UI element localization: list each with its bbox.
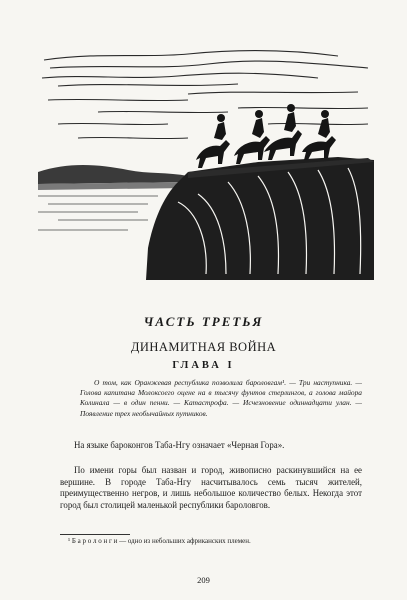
- body-paragraph: По имени горы был назван и город, живописно раскинувшийся на ее вершине. В городе Таба-Нгу насчитывалось семь тысяч жителей, преимущественно негров, и лишь небольшое количество белых. Некогда этот город был столицей маленькой республики бароловгов.: [60, 465, 362, 510]
- chapter-title: ГЛАВА I: [172, 360, 235, 371]
- footnote: ¹ Б а р о л о н г и — одно из небольших африканских племен.: [68, 537, 251, 545]
- body-paragraph: На языке бароконгов Таба-Нгу означает «Черная Гора».: [74, 440, 285, 450]
- book-title: ДИНАМИТНАЯ ВОЙНА: [130, 340, 277, 354]
- part-title: ЧАСТЬ ТРЕТЬЯ: [143, 314, 264, 329]
- riders-on-cliff-illustration: [38, 12, 378, 280]
- page-number: 209: [197, 575, 210, 585]
- chapter-summary: О том, как Оранжевая республика позволила бароловгам¹. — Три наступника. — Голова капитана Молоксоего оцене на в тысячу фунтов стерлингов, а голова майора Колинала — в один пенни. — Катастрофа. — Исчезновение одиннадцати улан. — Появление трех необычайных путников.: [80, 378, 362, 418]
- footnote-divider: [60, 534, 130, 535]
